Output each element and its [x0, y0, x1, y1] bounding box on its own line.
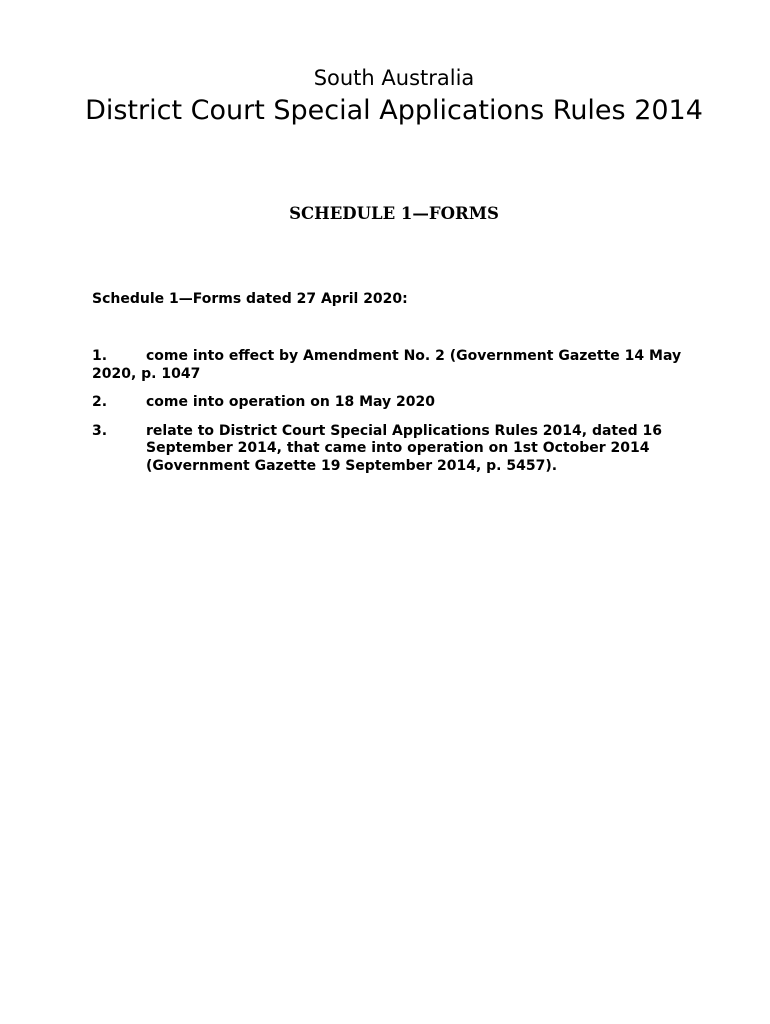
note-text: come into operation on 18 May 2020	[146, 394, 435, 410]
note-item	[92, 394, 702, 412]
note-item	[92, 348, 702, 383]
note-item	[92, 423, 702, 476]
document-title: District Court Special Applications Rules 2014	[85, 95, 703, 126]
note-text: relate to District Court Special Applications Rules 2014, dated 16 September 2014, that came into operation on 1st October 2014 (Government Gazette 19 September 2014, p. 5457).	[146, 422, 662, 474]
notes-list	[92, 348, 702, 486]
note-text: come into effect by Amendment No. 2 (Government Gazette 14 May 2020, p. 1047	[92, 348, 682, 382]
note-number: 2.	[92, 394, 108, 410]
note-number: 1.	[92, 348, 108, 364]
schedule-heading: SCHEDULE 1—FORMS	[289, 204, 499, 223]
note-number: 3.	[92, 422, 108, 439]
jurisdiction-label: South Australia	[313, 66, 475, 90]
schedule-intro: Schedule 1—Forms dated 27 April 2020:	[92, 291, 408, 307]
